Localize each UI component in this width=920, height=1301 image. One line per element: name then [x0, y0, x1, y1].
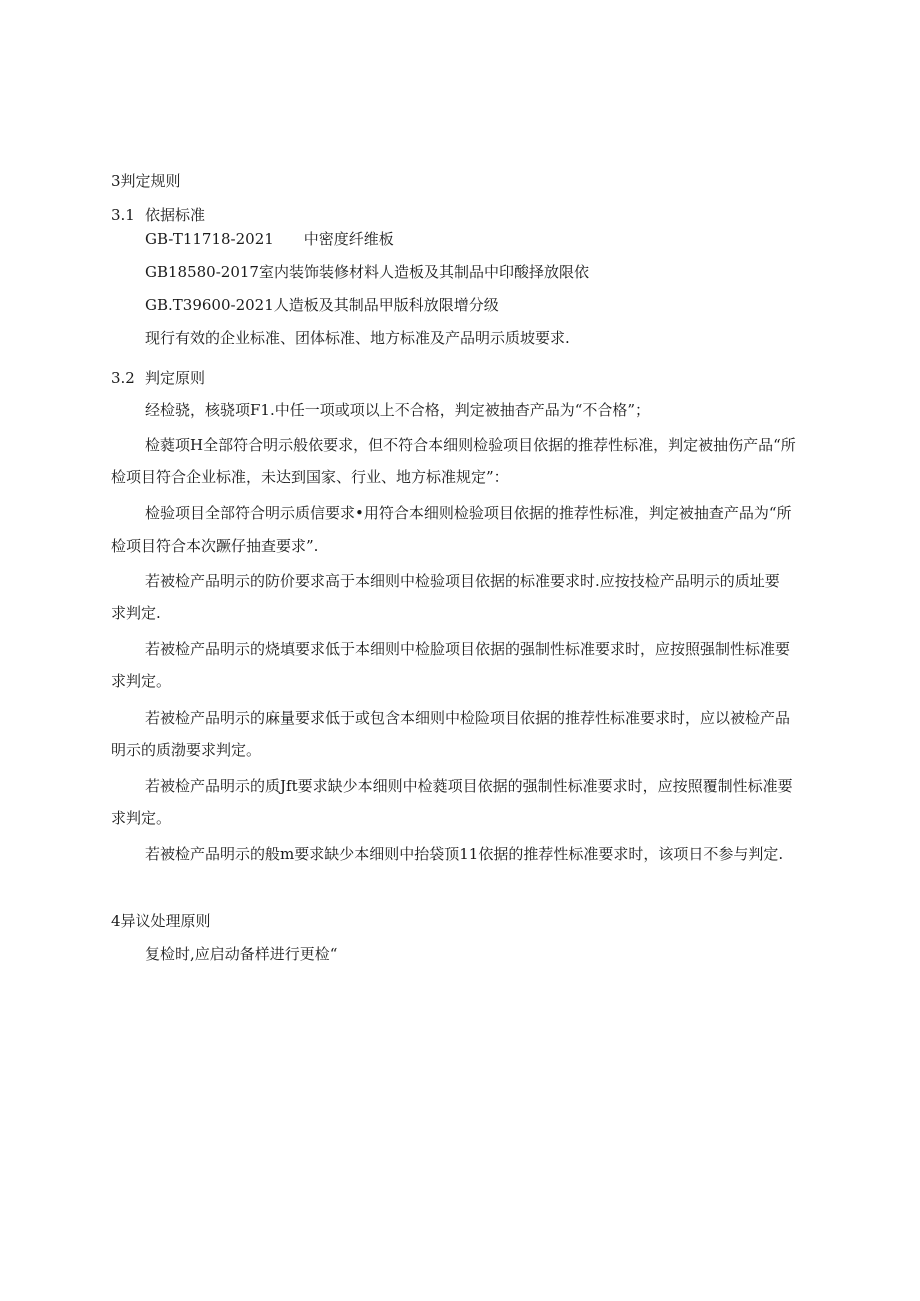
principle-line: 若被检产品明示的麻量要求低于或包含本细则中检险项目依据的推荐性标准要求时，应以被检产品 [145, 709, 791, 727]
standard-item: 现行有效的企业标准、团体标准、地方标准及产品明示质坡要求. [145, 329, 570, 347]
subsection-3-1-heading [111, 205, 205, 225]
subsection-3-2-heading [111, 368, 205, 388]
subsection-3-2-number: 3.2 [111, 369, 135, 387]
subsection-3-1-number: 3.1 [111, 206, 135, 224]
principle-line-continued: 明示的质渤要求判定。 [111, 741, 262, 759]
standard-item: GB-T11718-2021 中密度纤维板 [145, 230, 394, 248]
objection-line: 复检时,应启动备样进行更检“ [145, 945, 338, 963]
principle-line-continued: 求判定。 [111, 672, 172, 690]
principle-line-continued: 求判定。 [111, 809, 172, 827]
principle-line: 若被检产品明示的质Jft要求缺少本细则中检蕤项目依据的强制性标准要求时，应按照覆制性标准要 [145, 777, 793, 795]
section-3-heading: 3判定规则 [111, 172, 181, 190]
standard-item: GB18580-2017室内装饰装修材料人造板及其制品中印酸择放限依 [145, 263, 589, 281]
principle-line-continued: 检项目符合企业标准，未达到国家、行业、地方标准规定”： [111, 468, 509, 486]
principle-line-continued: 检项目符合本次蹶仔抽查要求”. [111, 537, 319, 555]
principle-line: 检验项目全部符合明示质信要求•用符合本细则检验项目依据的推荐性标准，判定被抽查产品为“所 [145, 504, 792, 522]
section-4-heading: 4异议处理原则 [111, 912, 211, 930]
principle-line: 若被检产品明示的烧填要求低于本细则中检脸项目依据的强制性标准要求时，应按照强制性标准要 [145, 640, 791, 658]
principle-line: 若被检产品明示的防价要求高于本细则中检验项目依据的标准要求时.应按技检产品明示的质址要 [145, 572, 780, 590]
principle-line-continued: 求判定. [111, 604, 161, 622]
principle-line: 检蕤项H全部符合明示般依要求，但不符合本细则检验项目依据的推荐性标准，判定被抽伤产品“所 [145, 436, 796, 454]
principle-line: 若被检产品明示的般m要求缺少本细则中抬袋顶11依据的推荐性标准要求时，该项日不参与判定. [145, 845, 784, 863]
subsection-3-2-title: 判定原则 [145, 369, 206, 387]
standard-item: GB.T39600-2021人造板及其制品甲版科放限增分级 [145, 296, 499, 314]
principle-line: 经检骁，核骁项F1.中任一项或项以上不合格，判定被抽杳产品为“不合格”； [145, 401, 651, 419]
subsection-3-1-title: 依据标准 [145, 206, 206, 224]
